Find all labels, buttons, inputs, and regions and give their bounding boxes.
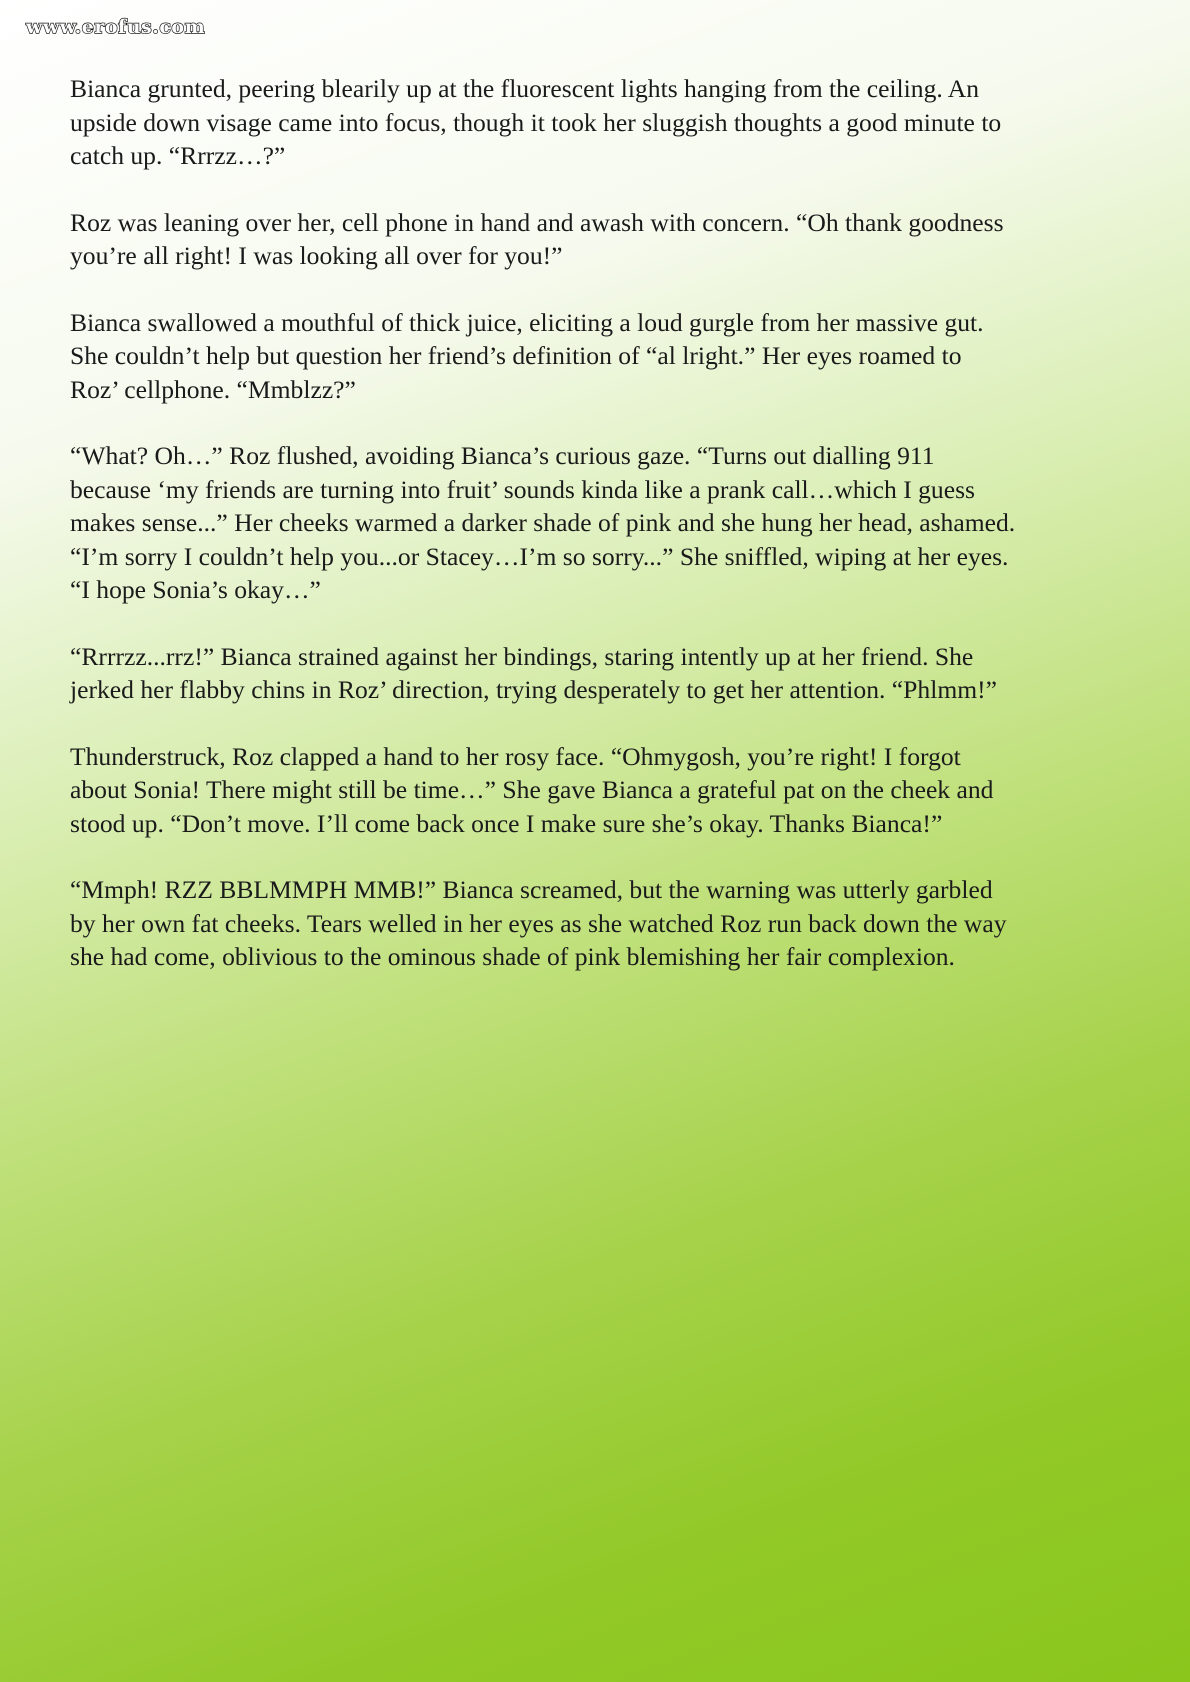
line: “I hope Sonia’s okay…” (70, 575, 321, 604)
line: Bianca grunted, peering blearily up at the fluorescent lights hanging from the ceiling. An (70, 74, 980, 103)
paragraph-6 (70, 740, 1120, 841)
line: She couldn’t help but question her friend’s definition of “al lright.” Her eyes roamed to (70, 341, 962, 370)
line: Thunderstruck, Roz clapped a hand to her rosy face. “Ohmygosh, you’re right! I forgot (70, 741, 961, 771)
line: you’re all right! I was looking all over for you!” (70, 241, 563, 270)
line: Roz’ cellphone. “Mmblzz?” (70, 374, 356, 404)
paragraph-2 (70, 206, 1120, 273)
paragraph-3 (70, 306, 1120, 407)
line: upside down visage came into focus, though it took her sluggish thoughts a good minute to (70, 107, 1002, 137)
line: stood up. “Don’t move. I’ll come back once I make sure she’s okay. Thanks Bianca!” (70, 808, 943, 838)
line: “Mmph! RZZ BBLMMPH MMB!” Bianca screamed, but the warning was utterly garbled (70, 875, 993, 904)
paragraph-7 (70, 873, 1120, 974)
line: Bianca swallowed a mouthful of thick juice, eliciting a loud gurgle from her massive gut. (70, 307, 984, 337)
line: “What? Oh…” Roz flushed, avoiding Bianca’s curious gaze. “Turns out dialling 911 (70, 441, 935, 470)
line: catch up. “Rrrzz…?” (70, 141, 286, 170)
paragraph-1 (70, 72, 1120, 173)
line: “Rrrrzz...rrz!” Bianca strained against her bindings, staring intently up at her friend. She (70, 641, 974, 671)
line: “I’m sorry I couldn’t help you...or Stacey…I’m so sorry...” She sniffled, wiping at her eyes. (70, 541, 1009, 571)
line: because ‘my friends are turning into fruit’ sounds kinda like a prank call…which I guess (70, 474, 976, 504)
line: by her own fat cheeks. Tears welled in her eyes as she watched Roz run back down the way (70, 908, 1007, 938)
story-text (70, 72, 1120, 1007)
line: Roz was leaning over her, cell phone in hand and awash with concern. “Oh thank goodness (70, 207, 1004, 237)
line: about Sonia! There might still be time…” She gave Bianca a grateful pat on the cheek and (70, 775, 994, 804)
site-watermark: www.erofus.com (26, 16, 206, 38)
paragraph-4 (70, 439, 1120, 607)
line: she had come, oblivious to the ominous shade of pink blemishing her fair complexion. (70, 942, 955, 971)
line: jerked her flabby chins in Roz’ direction, trying desperately to get her attention. “Phlmm!” (70, 675, 998, 704)
line: makes sense...” Her cheeks warmed a darker shade of pink and she hung her head, ashamed. (70, 508, 1016, 537)
paragraph-5 (70, 640, 1120, 707)
